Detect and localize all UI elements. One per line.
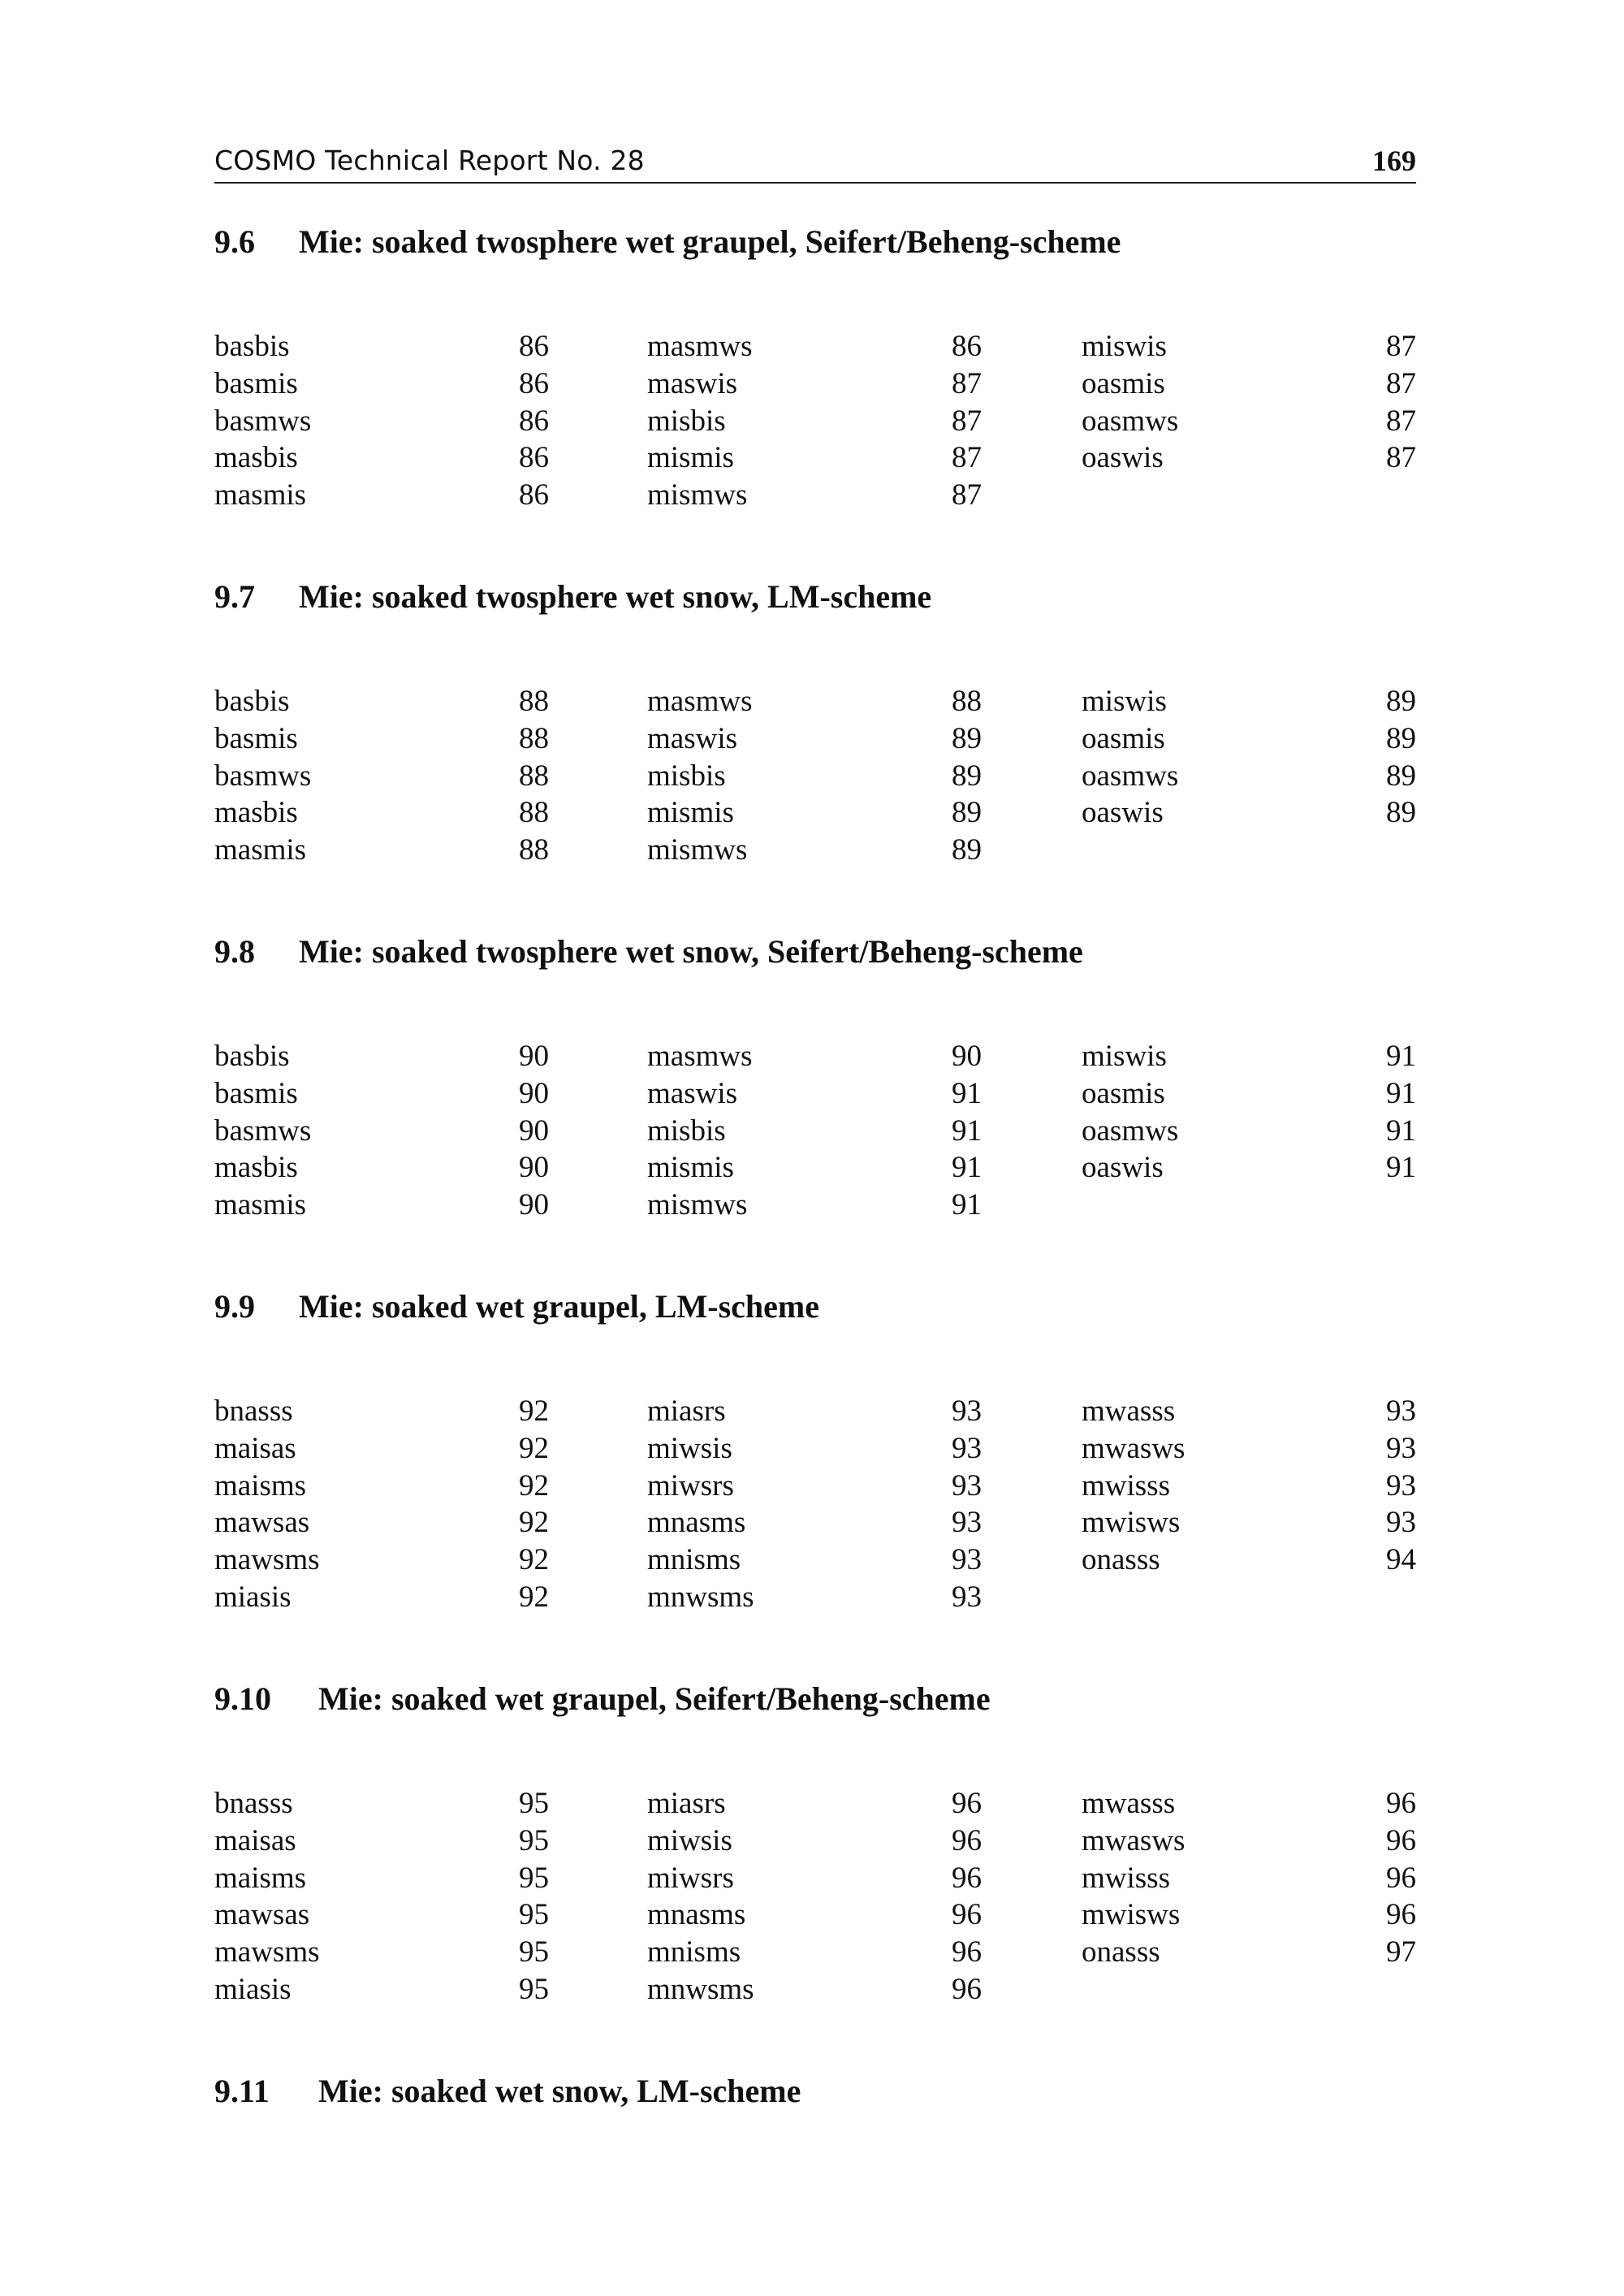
entry-name: maswis bbox=[647, 366, 737, 400]
index-entry bbox=[1082, 1075, 1416, 1113]
index-entry bbox=[214, 832, 549, 869]
page-number: 169 bbox=[1372, 145, 1416, 177]
entry-page: 93 bbox=[1386, 1394, 1416, 1428]
entry-name: masmis bbox=[214, 1188, 307, 1222]
index-column bbox=[1082, 1038, 1416, 1187]
entry-page: 93 bbox=[1386, 1468, 1416, 1503]
index-entry bbox=[214, 365, 549, 403]
section-number: 9.10 bbox=[214, 1680, 271, 1717]
entry-name: mawsms bbox=[214, 1543, 320, 1577]
entry-page: 89 bbox=[1386, 759, 1416, 793]
entry-name: mnasms bbox=[647, 1898, 746, 1932]
entry-page: 90 bbox=[952, 1040, 982, 1073]
entry-name: miswis bbox=[1082, 330, 1167, 363]
entry-name: mwisss bbox=[1082, 1468, 1170, 1503]
entry-page: 93 bbox=[952, 1394, 982, 1428]
index-entry bbox=[647, 477, 982, 514]
index-entry bbox=[214, 1075, 549, 1113]
index-entry bbox=[214, 720, 549, 758]
entry-name: basbis bbox=[214, 1040, 290, 1073]
entry-page: 88 bbox=[519, 759, 549, 793]
section-number: 9.7 bbox=[214, 578, 255, 615]
index-entry bbox=[214, 1393, 549, 1430]
entry-name: oaswis bbox=[1082, 796, 1164, 830]
index-entry bbox=[647, 720, 982, 758]
index-entry bbox=[647, 1579, 982, 1616]
entry-name: oaswis bbox=[1082, 441, 1164, 475]
entry-page: 95 bbox=[519, 1898, 549, 1932]
entry-name: miswis bbox=[1082, 685, 1167, 718]
entry-page: 93 bbox=[952, 1543, 982, 1577]
index-entry bbox=[647, 328, 982, 365]
index-entry bbox=[1082, 1860, 1416, 1897]
entry-name: basbis bbox=[214, 330, 290, 363]
entry-name: mawsas bbox=[214, 1898, 310, 1932]
entry-name: oaswis bbox=[1082, 1151, 1164, 1185]
entry-page: 86 bbox=[519, 441, 549, 475]
index-entry bbox=[1082, 1785, 1416, 1823]
index-entry bbox=[647, 1468, 982, 1505]
index-entry bbox=[647, 1187, 982, 1224]
entry-page: 92 bbox=[519, 1431, 549, 1465]
index-entry bbox=[1082, 794, 1416, 832]
index-entry bbox=[214, 1113, 549, 1150]
entry-page: 89 bbox=[1386, 685, 1416, 718]
entry-name: maisas bbox=[214, 1431, 296, 1465]
entry-page: 95 bbox=[519, 1823, 549, 1857]
entry-name: basmis bbox=[214, 366, 298, 400]
index-entry bbox=[214, 794, 549, 832]
entry-name: maisms bbox=[214, 1468, 307, 1503]
entry-page: 95 bbox=[519, 1861, 549, 1895]
index-entry bbox=[647, 1541, 982, 1579]
section-heading bbox=[214, 1678, 1416, 1720]
entry-page: 95 bbox=[519, 1787, 549, 1820]
entry-name: mismws bbox=[647, 833, 748, 867]
entry-page: 91 bbox=[1386, 1040, 1416, 1073]
index-entry bbox=[1082, 365, 1416, 403]
index-entry bbox=[214, 1038, 549, 1075]
entry-name: mnasms bbox=[647, 1506, 746, 1540]
index-columns bbox=[214, 1785, 1416, 2029]
entry-page: 90 bbox=[519, 1188, 549, 1222]
entry-page: 87 bbox=[952, 404, 982, 438]
index-entry bbox=[214, 1541, 549, 1579]
section-title: Mie: soaked wet snow, LM-scheme bbox=[318, 2073, 801, 2109]
index-entry bbox=[214, 439, 549, 477]
entry-page: 96 bbox=[1386, 1823, 1416, 1857]
section-number: 9.6 bbox=[214, 223, 255, 260]
index-entry bbox=[214, 1934, 549, 1971]
index-column bbox=[1082, 1393, 1416, 1579]
index-entry bbox=[214, 1468, 549, 1505]
entry-name: onasss bbox=[1082, 1543, 1160, 1577]
section-heading bbox=[214, 931, 1416, 973]
index-column bbox=[214, 328, 549, 514]
index-column bbox=[1082, 683, 1416, 832]
entry-name: basbis bbox=[214, 685, 290, 718]
entry-page: 87 bbox=[1386, 441, 1416, 475]
entry-name: miasrs bbox=[647, 1394, 726, 1428]
entry-page: 93 bbox=[1386, 1431, 1416, 1465]
entry-page: 96 bbox=[1386, 1898, 1416, 1932]
section-title: Mie: soaked twosphere wet graupel, Seifert/Beheng-scheme bbox=[299, 223, 1121, 260]
entry-name: masmws bbox=[647, 330, 753, 363]
entry-page: 89 bbox=[952, 759, 982, 793]
index-column bbox=[214, 1785, 549, 2008]
entry-page: 90 bbox=[519, 1151, 549, 1185]
entry-page: 96 bbox=[952, 1935, 982, 1970]
entry-page: 91 bbox=[1386, 1151, 1416, 1185]
section-title: Mie: soaked wet graupel, Seifert/Beheng-scheme bbox=[318, 1680, 991, 1717]
entry-name: mwasss bbox=[1082, 1787, 1176, 1820]
index-entry bbox=[647, 1823, 982, 1860]
entry-page: 86 bbox=[519, 366, 549, 400]
section-9-10 bbox=[214, 1678, 1416, 2029]
entry-name: masmis bbox=[214, 478, 307, 512]
index-entry bbox=[647, 1860, 982, 1897]
entry-page: 93 bbox=[952, 1506, 982, 1540]
section-heading bbox=[214, 221, 1416, 263]
entry-name: masmws bbox=[647, 685, 753, 718]
entry-page: 93 bbox=[952, 1431, 982, 1465]
entry-name: bnasss bbox=[214, 1787, 293, 1820]
index-entry bbox=[1082, 1393, 1416, 1430]
entry-name: basmis bbox=[214, 721, 298, 755]
index-entry bbox=[647, 1113, 982, 1150]
entry-name: mismws bbox=[647, 1188, 748, 1222]
index-entry bbox=[647, 794, 982, 832]
index-column bbox=[647, 1785, 982, 2008]
entry-name: oasmws bbox=[1082, 404, 1179, 438]
entry-name: miasrs bbox=[647, 1787, 726, 1820]
index-entry bbox=[647, 1075, 982, 1113]
index-column bbox=[1082, 1785, 1416, 1971]
index-entry bbox=[214, 1785, 549, 1823]
index-column bbox=[647, 1038, 982, 1224]
entry-page: 90 bbox=[519, 1113, 549, 1148]
entry-page: 96 bbox=[952, 1898, 982, 1932]
entry-name: misbis bbox=[647, 759, 726, 793]
index-entry bbox=[1082, 720, 1416, 758]
entry-name: basmws bbox=[214, 1113, 312, 1148]
index-column bbox=[214, 1393, 549, 1616]
section-heading bbox=[214, 576, 1416, 618]
report-title: COSMO Technical Report No. 28 bbox=[214, 145, 645, 176]
index-entry bbox=[214, 1149, 549, 1187]
section-number: 9.8 bbox=[214, 933, 255, 970]
index-entry bbox=[214, 1860, 549, 1897]
index-column bbox=[647, 328, 982, 514]
entry-page: 87 bbox=[952, 478, 982, 512]
index-entry bbox=[647, 758, 982, 795]
entry-name: miwsis bbox=[647, 1823, 732, 1857]
index-entry bbox=[214, 758, 549, 795]
entry-page: 97 bbox=[1386, 1935, 1416, 1970]
section-number: 9.9 bbox=[214, 1288, 255, 1325]
entry-page: 93 bbox=[952, 1468, 982, 1503]
entry-name: miasis bbox=[214, 1972, 292, 2006]
entry-name: miswis bbox=[1082, 1040, 1167, 1073]
entry-name: mismis bbox=[647, 796, 734, 830]
entry-page: 89 bbox=[952, 833, 982, 867]
entry-page: 92 bbox=[519, 1580, 549, 1614]
entry-name: misbis bbox=[647, 1113, 726, 1148]
entry-page: 89 bbox=[1386, 796, 1416, 830]
entry-page: 87 bbox=[1386, 330, 1416, 363]
entry-name: mawsas bbox=[214, 1506, 310, 1540]
entry-page: 86 bbox=[519, 330, 549, 363]
section-title: Mie: soaked twosphere wet snow, LM-scheme bbox=[299, 578, 932, 615]
index-entry bbox=[1082, 403, 1416, 440]
index-column bbox=[1082, 328, 1416, 477]
index-entry bbox=[214, 1187, 549, 1224]
section-number: 9.11 bbox=[214, 2073, 270, 2109]
index-entry bbox=[647, 1393, 982, 1430]
entry-page: 91 bbox=[1386, 1076, 1416, 1110]
entry-page: 91 bbox=[952, 1113, 982, 1148]
entry-name: oasmis bbox=[1082, 721, 1165, 755]
entry-name: masbis bbox=[214, 1151, 298, 1185]
section-title: Mie: soaked wet graupel, LM-scheme bbox=[299, 1288, 819, 1325]
entry-name: onasss bbox=[1082, 1935, 1160, 1970]
index-entry bbox=[1082, 1113, 1416, 1150]
entry-page: 92 bbox=[519, 1543, 549, 1577]
entry-page: 90 bbox=[519, 1040, 549, 1073]
index-entry bbox=[214, 1971, 549, 2008]
entry-name: masbis bbox=[214, 441, 298, 475]
entry-page: 94 bbox=[1386, 1543, 1416, 1577]
entry-name: bnasss bbox=[214, 1394, 293, 1428]
index-entry bbox=[214, 1579, 549, 1616]
entry-page: 88 bbox=[519, 833, 549, 867]
index-columns bbox=[214, 328, 1416, 572]
index-entry bbox=[1082, 1896, 1416, 1934]
entry-page: 91 bbox=[952, 1151, 982, 1185]
entry-name: mwasws bbox=[1082, 1431, 1186, 1465]
entry-name: misbis bbox=[647, 404, 726, 438]
index-columns bbox=[214, 1393, 1416, 1637]
entry-name: maswis bbox=[647, 721, 737, 755]
index-entry bbox=[1082, 1823, 1416, 1860]
section-heading bbox=[214, 2070, 1416, 2112]
section-heading bbox=[214, 1286, 1416, 1328]
index-entry bbox=[1082, 1541, 1416, 1579]
index-entry bbox=[214, 1504, 549, 1541]
index-entry bbox=[1082, 1934, 1416, 1971]
entry-page: 96 bbox=[952, 1787, 982, 1820]
entry-name: masmws bbox=[647, 1040, 753, 1073]
index-entry bbox=[1082, 758, 1416, 795]
entry-page: 87 bbox=[1386, 366, 1416, 400]
index-entry bbox=[647, 403, 982, 440]
entry-page: 89 bbox=[1386, 721, 1416, 755]
entry-page: 96 bbox=[1386, 1787, 1416, 1820]
entry-page: 92 bbox=[519, 1468, 549, 1503]
entry-name: masmis bbox=[214, 833, 307, 867]
index-entry bbox=[214, 1896, 549, 1934]
entry-name: mwisws bbox=[1082, 1898, 1181, 1932]
entry-page: 92 bbox=[519, 1506, 549, 1540]
entry-name: mnisms bbox=[647, 1543, 741, 1577]
entry-page: 95 bbox=[519, 1972, 549, 2006]
page-header bbox=[214, 141, 1416, 184]
entry-name: basmws bbox=[214, 404, 312, 438]
entry-name: mismws bbox=[647, 478, 748, 512]
entry-name: mnwsms bbox=[647, 1580, 754, 1614]
entry-page: 96 bbox=[1386, 1861, 1416, 1895]
entry-page: 87 bbox=[952, 366, 982, 400]
entry-page: 89 bbox=[952, 796, 982, 830]
entry-page: 86 bbox=[952, 330, 982, 363]
entry-name: mnisms bbox=[647, 1935, 741, 1970]
index-entry bbox=[214, 683, 549, 720]
entry-name: mwasss bbox=[1082, 1394, 1176, 1428]
entry-page: 88 bbox=[519, 796, 549, 830]
index-entry bbox=[647, 1934, 982, 1971]
entry-name: mismis bbox=[647, 1151, 734, 1185]
entry-name: maisms bbox=[214, 1861, 307, 1895]
entry-name: mwisss bbox=[1082, 1861, 1170, 1895]
entry-name: mawsms bbox=[214, 1935, 320, 1970]
entry-name: basmws bbox=[214, 759, 312, 793]
section-9-7 bbox=[214, 576, 1416, 927]
index-columns bbox=[214, 683, 1416, 927]
section-9-11 bbox=[214, 2070, 1416, 2112]
entry-page: 87 bbox=[1386, 404, 1416, 438]
entry-name: masbis bbox=[214, 796, 298, 830]
index-entry bbox=[214, 403, 549, 440]
entry-name: mwisws bbox=[1082, 1506, 1181, 1540]
entry-page: 96 bbox=[952, 1861, 982, 1895]
section-9-8 bbox=[214, 931, 1416, 1282]
index-entry bbox=[1082, 1038, 1416, 1075]
index-entry bbox=[647, 1504, 982, 1541]
index-entry bbox=[647, 1785, 982, 1823]
index-column bbox=[214, 1038, 549, 1224]
entry-name: mismis bbox=[647, 441, 734, 475]
entry-page: 88 bbox=[519, 685, 549, 718]
entry-name: maswis bbox=[647, 1076, 737, 1110]
entry-name: maisas bbox=[214, 1823, 296, 1857]
entry-page: 93 bbox=[1386, 1506, 1416, 1540]
index-entry bbox=[647, 365, 982, 403]
entry-page: 91 bbox=[952, 1076, 982, 1110]
index-entry bbox=[647, 439, 982, 477]
index-entry bbox=[1082, 683, 1416, 720]
entry-page: 87 bbox=[952, 441, 982, 475]
entry-page: 95 bbox=[519, 1935, 549, 1970]
index-entry bbox=[214, 1430, 549, 1468]
entry-page: 86 bbox=[519, 404, 549, 438]
index-entry bbox=[1082, 1468, 1416, 1505]
index-entry bbox=[647, 832, 982, 869]
entry-page: 96 bbox=[952, 1972, 982, 2006]
entry-name: miwsis bbox=[647, 1431, 732, 1465]
index-columns bbox=[214, 1038, 1416, 1282]
section-9-6 bbox=[214, 221, 1416, 572]
entry-name: mwasws bbox=[1082, 1823, 1186, 1857]
entry-name: miwsrs bbox=[647, 1468, 734, 1503]
section-9-9 bbox=[214, 1286, 1416, 1637]
entry-page: 89 bbox=[952, 721, 982, 755]
entry-page: 88 bbox=[519, 721, 549, 755]
entry-name: oasmis bbox=[1082, 1076, 1165, 1110]
entry-name: basmis bbox=[214, 1076, 298, 1110]
index-entry bbox=[1082, 1430, 1416, 1468]
index-entry bbox=[1082, 1149, 1416, 1187]
entry-page: 86 bbox=[519, 478, 549, 512]
index-entry bbox=[647, 1038, 982, 1075]
index-entry bbox=[214, 328, 549, 365]
entry-page: 92 bbox=[519, 1394, 549, 1428]
index-entry bbox=[214, 477, 549, 514]
entry-page: 93 bbox=[952, 1580, 982, 1614]
index-column bbox=[647, 683, 982, 869]
entry-name: miwsrs bbox=[647, 1861, 734, 1895]
index-column bbox=[647, 1393, 982, 1616]
entry-name: oasmws bbox=[1082, 1113, 1179, 1148]
index-entry bbox=[1082, 1504, 1416, 1541]
index-entry bbox=[647, 1896, 982, 1934]
index-entry bbox=[647, 1149, 982, 1187]
entry-name: oasmws bbox=[1082, 759, 1179, 793]
entry-name: oasmis bbox=[1082, 366, 1165, 400]
index-entry bbox=[214, 1823, 549, 1860]
entry-page: 96 bbox=[952, 1823, 982, 1857]
entry-name: miasis bbox=[214, 1580, 292, 1614]
entry-page: 88 bbox=[952, 685, 982, 718]
index-entry bbox=[1082, 328, 1416, 365]
entry-page: 91 bbox=[1386, 1113, 1416, 1148]
index-entry bbox=[647, 1971, 982, 2008]
section-title: Mie: soaked twosphere wet snow, Seifert/Beheng-scheme bbox=[299, 933, 1083, 970]
index-entry bbox=[1082, 439, 1416, 477]
entry-page: 90 bbox=[519, 1076, 549, 1110]
entry-name: mnwsms bbox=[647, 1972, 754, 2006]
index-entry bbox=[647, 1430, 982, 1468]
index-column bbox=[214, 683, 549, 869]
index-entry bbox=[647, 683, 982, 720]
entry-page: 91 bbox=[952, 1188, 982, 1222]
